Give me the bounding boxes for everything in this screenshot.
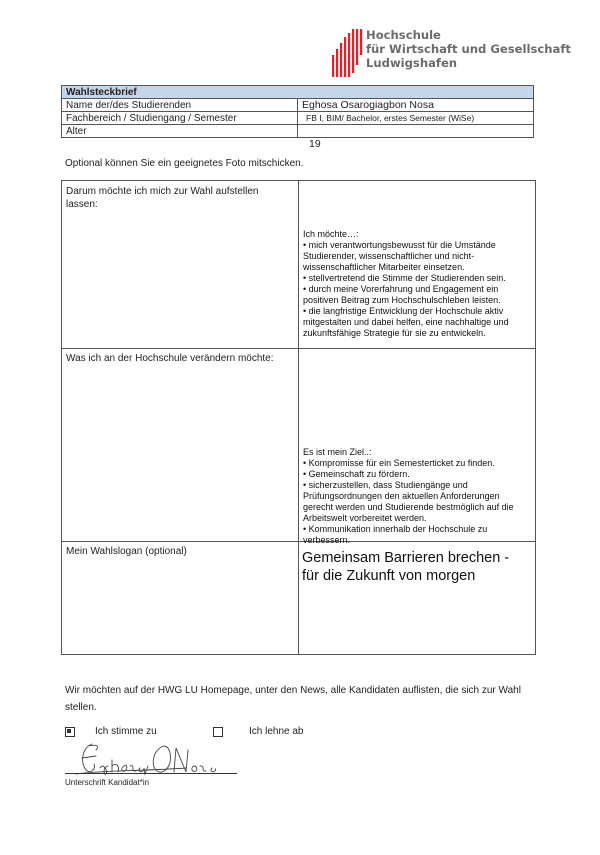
why-intro: Ich möchte…: [303,229,359,239]
name-label: Name der/des Studierenden [62,99,298,112]
signature-image [66,738,216,778]
why-point: • mich verantwortungsbewusst für die Umstände Studierender, wissenschaftlicher und nicht-wissenschaftlicher Mitarbeiter einsetzen. [303,240,496,272]
university-logo [330,24,571,84]
age-value: 19 [309,138,321,150]
why-label: Darum möchte ich mich zur Wahl aufstellen lassen: [66,186,259,210]
change-point: • Kommunikation innerhalb der Hochschule zu verbessern. [303,524,488,545]
logo-line-3: Ludwigshafen [366,56,458,70]
why-point: • stellvertretend die Stimme der Studierenden sein. [303,273,506,283]
consent-text: Wir möchten auf der HWG LU Homepage, unter den News, alle Kandidaten auflisten, die sich zur Wahl stellen. [65,685,521,713]
slogan-answer[interactable] [302,549,509,585]
name-value[interactable]: Eghosa Osarogiagbon Nosa [298,99,534,112]
agree-label: Ich stimme zu [95,726,157,737]
logo-bars-icon [330,27,364,81]
change-point: • sicherzustellen, dass Studiengänge und Prüfungsordnungen den aktuellen Anforderungen gerecht werden und Studierende bestmöglich auf die Arbeitswelt vorbereitet werden. [303,480,514,523]
decline-label: Ich lehne ab [249,726,304,737]
statement-table [61,180,536,655]
logo-line-1: Hochschule [366,28,441,42]
logo-line-2: für Wirtschaft und Gesellschaft [366,42,571,56]
change-answer[interactable] [303,447,531,546]
why-point: • die langfristige Entwicklung der Hochschule aktiv mitgestalten und dabei helfen, eine nachhaltige und zukunftsfähige Strategie für sie zu entwickeln. [303,306,509,338]
slogan-line-2: für die Zukunft von morgen [302,568,476,584]
slogan-line-1: Gemeinsam Barrieren brechen - [302,550,510,566]
slogan-label: Mein Wahlslogan (optional) [66,546,187,557]
change-intro: Es ist mein Ziel..: [303,447,372,457]
photo-note: Optional können Sie ein geeignetes Foto mitschicken. [65,158,304,169]
age-label: Alter [62,125,298,138]
row-divider [62,348,535,349]
form-title: Wahlsteckbrief [62,86,534,99]
agree-option[interactable] [65,726,157,737]
decline-option[interactable] [213,726,304,737]
agree-checkbox[interactable] [65,727,75,737]
why-point: • durch meine Vorerfahrung und Engagement ein positiven Beitrag zum Hochschulschleben leisten. [303,284,501,305]
why-answer[interactable] [303,229,531,339]
column-divider [298,181,299,654]
signature-label: Unterschrift Kandidat*in [65,778,150,787]
program-value[interactable]: FB I, BIM/ Bachelor, erstes Semester (WiSe) [298,112,534,125]
age-cell[interactable] [298,125,534,138]
signature-line [65,773,237,774]
change-label: Was ich an der Hochschule verändern möchte: [66,353,274,364]
program-label: Fachbereich / Studiengang / Semester [62,112,298,125]
change-point: • Gemeinschaft zu fördern. [303,469,410,479]
profile-table [61,85,534,138]
decline-checkbox[interactable] [213,727,223,737]
change-point: • Kompromisse für ein Semesterticket zu finden. [303,458,495,468]
